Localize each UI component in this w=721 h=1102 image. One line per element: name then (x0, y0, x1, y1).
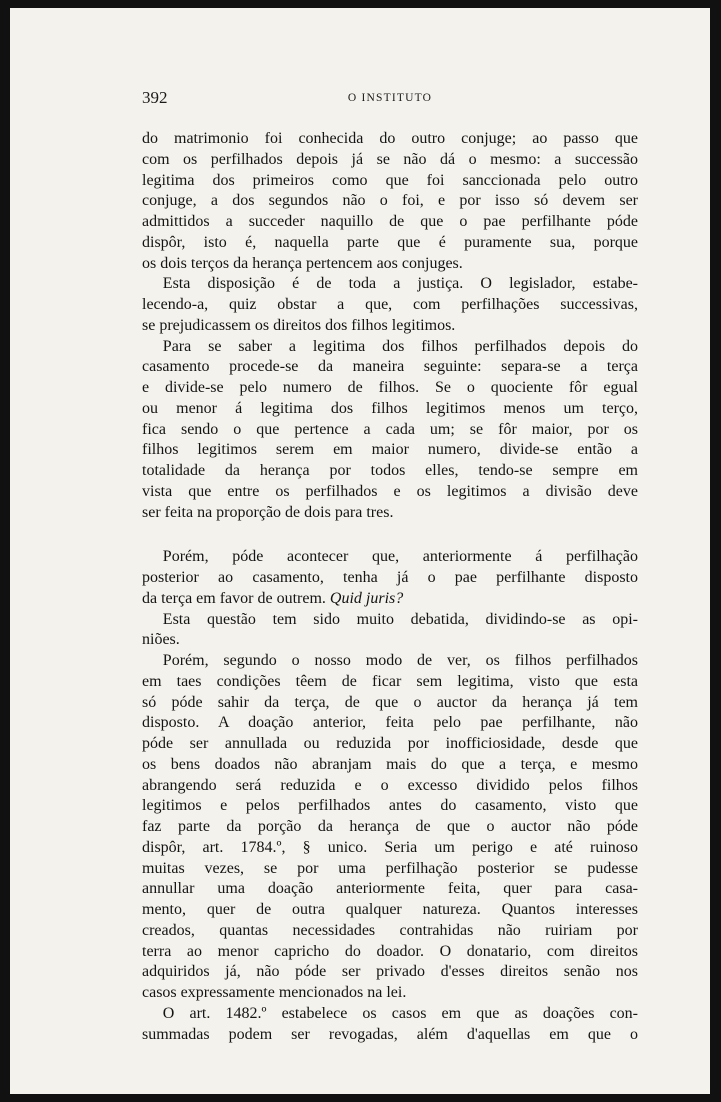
body-text (142, 129, 638, 1045)
text-line: posterior ao casamento, tenha já o pae perfilhante disposto (142, 569, 638, 586)
text-line: os bens doados não abranjam mais do que a terça, e mesmo (142, 755, 638, 773)
text-line: mento, quer de outra qualquer natureza. Quantos interesses (142, 901, 638, 918)
text-line: creados, quantas necessidades contrahidas não ruiriam por (142, 921, 638, 939)
text-line: os dois terços da herança pertencem aos conjuges. (142, 254, 463, 272)
text-line: lecendo-a, quiz obstar a que, com perfilhações successivas, (142, 296, 638, 313)
text-line: e divide-se pelo numero de filhos. Se o quociente fôr egual (142, 379, 638, 396)
text-line: abrangendo será reduzida e o excesso dividido pelos filhos (142, 776, 638, 794)
text-line: totalidade da herança por todos elles, tendo-se sempre em (142, 462, 638, 479)
latin-phrase: Quid juris? (329, 589, 404, 607)
running-title: O INSTITUTO (347, 92, 433, 104)
text-line: faz parte da porção da herança de que o auctor não póde (142, 818, 638, 835)
text-line: adquiridos já, não póde ser privado d'esses direitos senão nos (142, 963, 638, 981)
text-line: só póde sahir da terça, de que o auctor da herança já tem (142, 693, 638, 711)
text-line: casamento procede-se da maneira seguinte: separa-se a terça (142, 358, 638, 376)
text-line: filhos legitimos serem em maior numero, divide-se então a (142, 441, 638, 459)
page-header (142, 88, 638, 112)
text-line: dispôr, art. 1784.º, § unico. Seria um perigo e até ruinoso (142, 838, 638, 856)
text-line: terra ao menor capricho do doador. O donatario, com direitos (142, 942, 638, 960)
text-line: dispôr, isto é, naquella parte que é puramente sua, porque (142, 233, 638, 251)
text-line: vista que entre os perfilhados e os legitimos a divisão deve (142, 482, 638, 500)
text-line: muitas vezes, se por uma perfilhação posterior se pudesse (142, 859, 638, 877)
text-line: annullar uma doação anteriormente feita, quer para casa- (142, 880, 638, 898)
text-line: conjuge, a dos segundos não o foi, e por isso só devem ser (142, 192, 638, 210)
text-line: em taes condições têem de ficar sem legitima, visto que esta (142, 672, 638, 690)
text-line: niões. (142, 631, 180, 649)
text-line: Esta questão tem sido muito debatida, dividindo-se as opi- (162, 610, 638, 628)
text-line: summadas podem ser revogadas, além d'aquellas em que o (142, 1025, 638, 1043)
text-line: admittidos a succeder naquillo de que o pae perfilhante póde (142, 213, 638, 230)
text-line: legitimos e pelos perfilhados antes do casamento, visto que (142, 797, 638, 815)
text-line: ser feita na proporção de dois para tres. (142, 503, 394, 521)
text-line: Porém, póde acontecer que, anteriormente á perfilhação (162, 548, 638, 566)
book-page (10, 8, 710, 1094)
text-fragment: da terça em favor de outrem. (142, 589, 326, 607)
text-line: O art. 1482.º estabelece os casos em que as doações con- (162, 1004, 638, 1022)
text-line: disposto. A doação anterior, feita pelo pae perfilhante, não (142, 714, 638, 732)
text-line: Para se saber a legitima dos filhos perfilhados depois do (162, 337, 638, 355)
text-line: Esta disposição é de toda a justiça. O legislador, estabe- (162, 275, 638, 293)
text-line: do matrimonio foi conhecida do outro conjuge; ao passo que (142, 130, 638, 147)
text-line: ou menor á legitima dos filhos legitimos menos um terço, (142, 399, 638, 417)
page-number: 392 (142, 88, 168, 107)
text-line: Porém, segundo o nosso modo de ver, os filhos perfilhados (162, 652, 638, 669)
text-line: se prejudicassem os direitos dos filhos legitimos. (142, 316, 456, 334)
text-line: com os perfilhados depois já se não dá o mesmo: a successão (142, 150, 638, 168)
text-line: fica sendo o que pertence a cada um; se fôr maior, por os (142, 420, 638, 438)
text-line: casos expressamente mencionados na lei. (142, 984, 407, 1001)
text-line: póde ser annullada ou reduzida por inofficiosidade, desde que (142, 735, 638, 752)
text-line (142, 589, 638, 610)
text-line: legitima dos primeiros como que foi sanccionada pelo outro (142, 171, 638, 189)
